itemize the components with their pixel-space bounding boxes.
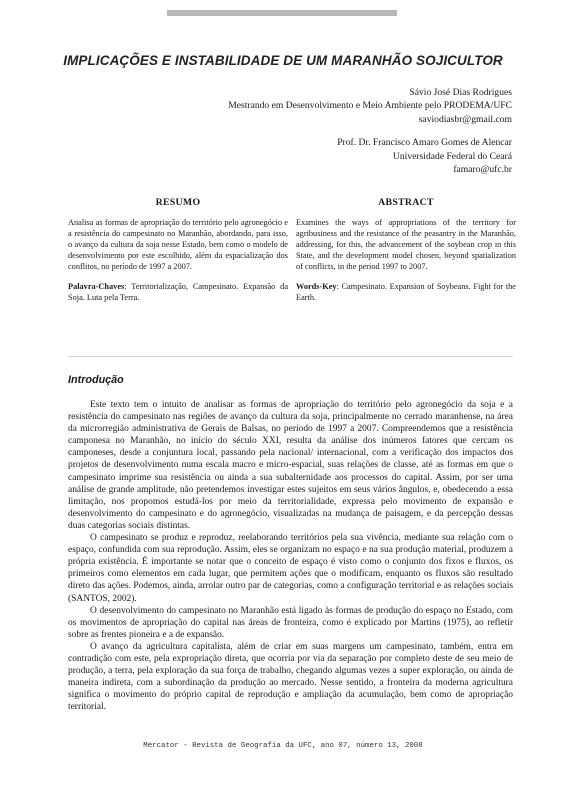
header-bar [167, 10, 397, 16]
resumo-keywords [68, 281, 288, 303]
author-name: Sávio José Dias Rodrigues [409, 87, 512, 98]
resumo-column [68, 197, 288, 303]
author-affiliation: Universidade Federal do Ceará [392, 150, 512, 162]
resumo-text: Analisa as formas de apropriação do território pelo agronegócio e a resistência do campesinato no Maranhão, abordando, para isso, o avanço da cultura da soja nesse Estado, bem como o modelo de desenvolvimento por este escolhido, além da espacialização dos conflitos, no período de 1997 a 2007. [68, 218, 288, 271]
author-email: saviodiasbr@gmail.com [418, 113, 512, 125]
article-title: IMPLICAÇÕES E INSTABILIDADE DE UM MARANHÃO SOJICULTOR [63, 53, 503, 68]
abstract-column [296, 197, 516, 303]
author-affiliation: Mestrando em Desenvolvimento e Meio Ambiente pelo PRODEMA/UFC [228, 100, 512, 112]
body-paragraph: Este texto tem o intuito de analisar as formas de apropriação do território pelo agronegócio da soja e a resistência do campesinato nas regiões de avanço da cultura da soja, principalmente no cerrado maranhense, na área da microrregião administrativa de Gerais de Balsas, no período de 1997 a 2007. Compreendemos que a resistência camponesa no Maranhão, no início do século XXI, resulta da análise dos inúmeros fatores que cercam os camponeses, desde a conjuntura local, passando pela nacional/ internacional, com a verificação dos impactos dos projetos de desenvolvimento numa escala macro e micro-espacial, suas relações de classe, até as formas em que o campesinato imprime sua resistência ou ainda a sua subalternidade aos processos do capital. Assim, por ser uma análise de grande amplitude, não pretendemos investigar estes sujeitos em seus vários ângulos, e, obedecendo a essa limitação, nos propomos estudá-los por meio da territorialidade, expressa pelo movimento de expansão e desenvolvimento do campesinato e do agronegócio, visualizadas na mudança de paisagem, e da percepção dessas duas categorias sociais distintas. [68, 400, 513, 531]
body-paragraph: O campesinato se produz e reproduz, reelaborando territórios pela sua vivência, mediante sua relação com o espaço, confundida com sua reprodução. Assim, eles se organizam no espaço e na sua produção material, produzem a própria existência. É importante se notar que o conceito de espaço é visto como o conjunto dos fixos e fluxos, os primeiros como elementos em cada lugar, que permitem ações que o modificam, enquanto os fluxos são resultado direto das ações. Podemos, ainda, arrolar outro par de categorias, como a configuração territorial e as relações sociais (SANTOS, 2002). [68, 533, 513, 604]
abstract-keywords [296, 281, 516, 303]
body-paragraph: O desenvolvimento do campesinato no Maranhão está ligado às formas de produção do espaço no Estado, com os movimentos de apropriação do capital nas áreas de fronteira, como é explicado por Martins (1975), ao refletir sobre as frentes pioneira e a de expansão. [68, 605, 513, 640]
keywords-text: : Campesinato. Expansion of Soybeans. Fight for the Earth. [296, 282, 516, 302]
author-email: famaro@ufc.br [453, 164, 512, 176]
section-divider [68, 356, 513, 357]
resumo-heading: RESUMO [155, 197, 201, 208]
article-body [68, 399, 513, 713]
section-heading: Introdução [68, 374, 124, 386]
abstract-text: Examines the ways of appropriations of the territory for agribusiness and the resistance of the peasantry in the Maranhão, addressing, for this, the advancement of the soybean crop in this State, and the development model chosen, beyond spatialization of conflicts, in the period 1997 to 2007. [296, 218, 516, 271]
author-name: Prof. Dr. Francisco Amaro Gomes de Alencar [337, 137, 512, 149]
abstract-heading: ABSTRACT [378, 197, 434, 208]
author-block [228, 86, 512, 176]
keywords-label: Words-Key [296, 282, 337, 291]
page-footer: Mercator - Revista de Geografia da UFC, ano 07, número 13, 2008 [143, 742, 423, 750]
keywords-text: : Territorialização, Campesinato. Expansão da Soja. Luta pela Terra. [68, 282, 288, 302]
keywords-label: Palavra-Chaves [68, 282, 125, 291]
body-paragraph: O avanço da agricultura capitalista, além de criar em suas margens um campesinato, também, entra em contradição com este, pela expropriação direta, que ocorria por via da separação por completo deste de seu meio de produção, a terra, pela exploração da sua força de trabalho, chegando algumas vezes a super exploração, ou ainda de maneira indireta, com a subordinação da produção ao mercado. Nesse sentido, a fronteira da moderna agricultura significa o movimento do próprio capital de reprodução e ampliação da acumulação, bem como de apropriação territorial. [68, 641, 513, 713]
